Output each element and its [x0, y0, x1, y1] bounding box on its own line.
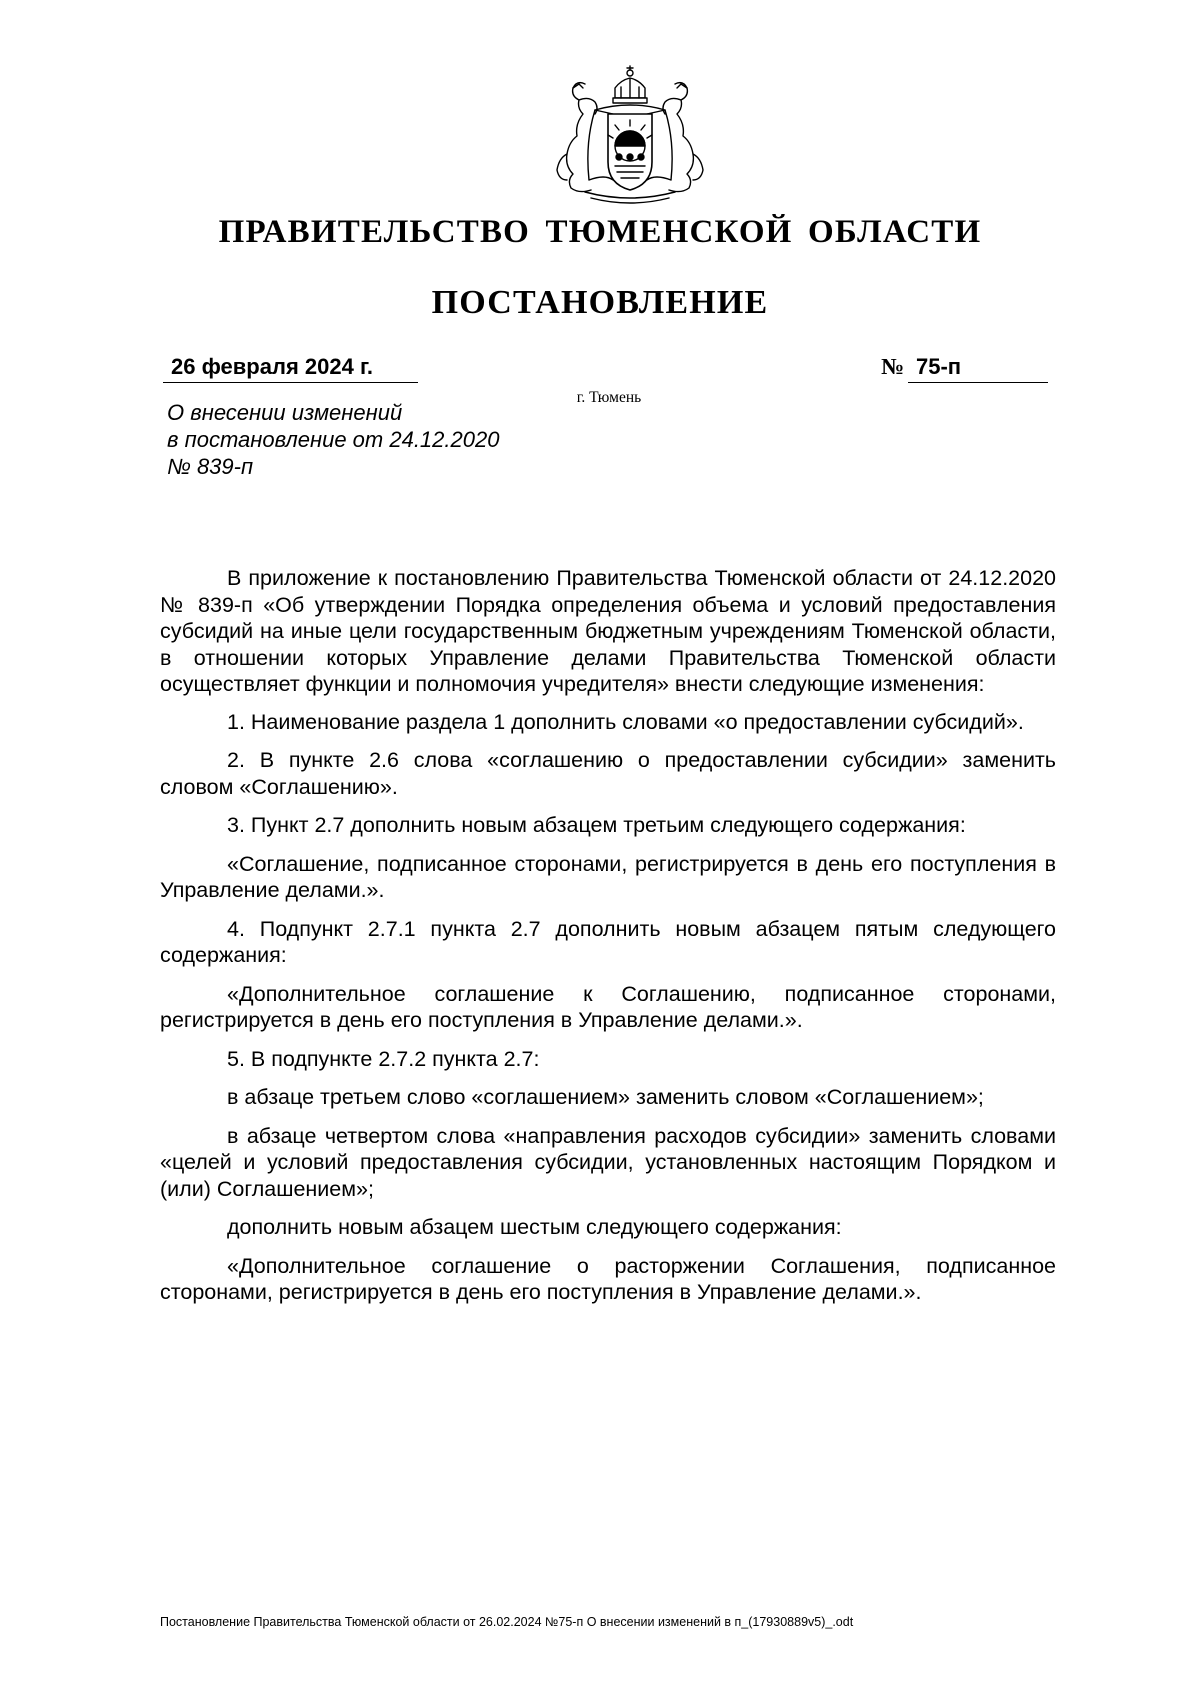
body-paragraph-item-4: 4. Подпункт 2.7.1 пункта 2.7 дополнить новым абзацем пятым следующего содержания: — [160, 916, 1056, 967]
subject-line: О внесении изменений — [167, 400, 403, 425]
subject-line: № 839-п — [167, 454, 254, 479]
subject-line: в постановление от 24.12.2020 — [167, 427, 500, 452]
body-paragraph-quote: «Дополнительное соглашение о расторжении Соглашения, подписанное сторонами, регистрируется в день его поступления в Управление делами.». — [160, 1253, 1056, 1304]
body-paragraph-item-5: 5. В подпункте 2.7.2 пункта 2.7: — [227, 1046, 540, 1071]
body-paragraph-subitem: в абзаце четвертом слова «направления расходов субсидии» заменить словами «целей и условий предоставления субсидии, установленных настоящим Порядком и (или) Соглашением»; — [160, 1123, 1056, 1201]
document-date-field — [163, 352, 418, 383]
body-paragraph-item-1: 1. Наименование раздела 1 дополнить словами «о предоставлении субсидий». — [227, 709, 1024, 734]
document-type-title: ПОСТАНОВЛЕНИЕ — [431, 284, 769, 321]
document-city: г. Тюмень — [576, 389, 642, 406]
body-paragraph-item-3: 3. Пункт 2.7 дополнить новым абзацем третьим следующего содержания: — [227, 813, 966, 837]
coat-of-arms-icon — [555, 62, 705, 207]
number-sign: № — [881, 354, 905, 379]
body-paragraph-item-2: 2. В пункте 2.6 слова «соглашению о предоставлении субсидии» заменить словом «Соглашению». — [160, 748, 1056, 799]
body-paragraph-quote: «Соглашение, подписанное сторонами, регистрируется в день его поступления в Управление делами.». — [160, 851, 1056, 902]
body-paragraph-intro: В приложение к постановлению Правительства Тюменской области от 24.12.2020 № 839-п «Об утверждении Порядка определения объема и условий предоставления субсидий на иные цели государственным бюджетным учреждениям Тюменской области, в отношении которых Управление делами Правительства Тюменской области осуществляет функции и полномочия учредителя» внести следующие изменения: — [160, 566, 1056, 696]
number-underline — [908, 352, 1048, 383]
document-number-field — [878, 352, 1048, 382]
body-paragraph-subitem: в абзаце третьем слово «соглашением» заменить словом «Соглашением»; — [227, 1085, 984, 1109]
document-date: 26 февраля 2024 г. — [171, 354, 374, 379]
document-footer: Постановление Правительства Тюменской области от 26.02.2024 №75-п О внесении изменений в п_(17930889v5)_.odt — [160, 1615, 854, 1629]
body-paragraph-quote: «Дополнительное соглашение к Соглашению, подписанное сторонами, регистрируется в день его поступления в Управление делами.». — [160, 981, 1056, 1032]
document-body — [160, 565, 1056, 1318]
document-subject — [167, 399, 587, 480]
document-number: 75-п — [916, 354, 962, 379]
government-title: ПРАВИТЕЛЬСТВО ТЮМЕНСКОЙ ОБЛАСТИ — [218, 214, 982, 250]
body-paragraph-subitem: дополнить новым абзацем шестым следующего содержания: — [227, 1215, 842, 1239]
